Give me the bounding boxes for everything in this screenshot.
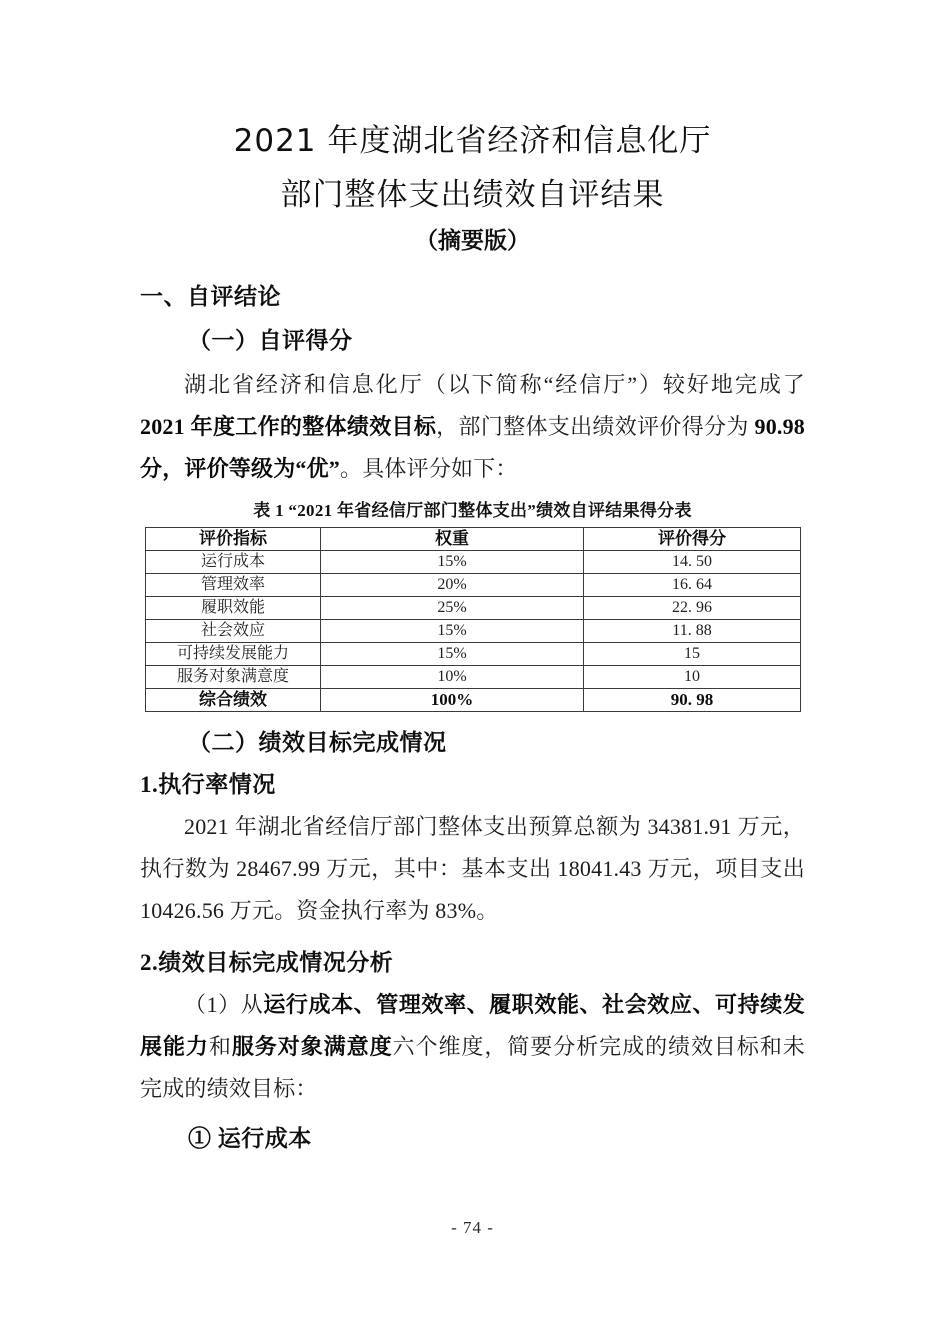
cell-indicator: 管理效率 — [146, 574, 321, 597]
paragraph-execution-rate: 2021 年湖北省经信厅部门整体支出预算总额为 34381.91 万元，执行数为 28467.99 万元，其中：基本支出 18041.43 万元，项目支出 10426.56 万元。资金执行率为 83%。 — [140, 814, 805, 923]
cell-score: 16. 64 — [584, 574, 801, 597]
cell-weight: 15% — [321, 620, 584, 643]
intro-text-bold-goal: 2021 年度工作的整体绩效目标 — [140, 414, 437, 439]
heading-self-evaluation-score: （一）自评得分 — [188, 328, 353, 353]
title-line-2: 部门整体支出绩效自评结果 — [280, 177, 665, 213]
table-row — [146, 551, 801, 574]
paragraph-intro — [140, 364, 805, 490]
table-row — [146, 620, 801, 643]
table-row — [146, 666, 801, 689]
table-row — [146, 574, 801, 597]
cell-score: 11. 88 — [584, 620, 801, 643]
cell-score: 14. 50 — [584, 551, 801, 574]
cell-weight: 15% — [321, 551, 584, 574]
cell-total-weight: 100% — [321, 689, 584, 712]
table-row — [146, 643, 801, 666]
page-subtitle: （摘要版） — [415, 228, 530, 253]
page-number-footer: - 74 - — [451, 1218, 494, 1237]
analysis-dimensions-bold-2: 服务对象满意度 — [231, 1034, 393, 1059]
table-caption: 表 1 “2021 年省经信厅部门整体支出”绩效自评结果得分表 — [253, 501, 692, 520]
cell-weight: 20% — [321, 574, 584, 597]
page-title — [0, 118, 945, 218]
analysis-dimensions-bold-1: 运行成本、管理效率、履职效能、社会效应、可持续发展能力 — [140, 992, 805, 1059]
cell-indicator: 可持续发展能力 — [146, 643, 321, 666]
table-header-indicator: 评价指标 — [146, 528, 321, 551]
intro-text-part-1: 湖北省经济和信息化厅（以下简称“经信厅”）较好地完成了 — [184, 372, 805, 397]
cell-indicator: 履职效能 — [146, 597, 321, 620]
table-header-row — [146, 528, 801, 551]
cell-indicator: 社会效应 — [146, 620, 321, 643]
table-row — [146, 597, 801, 620]
heading-goal-analysis: 2.绩效目标完成情况分析 — [140, 950, 394, 975]
cell-weight: 10% — [321, 666, 584, 689]
cell-weight: 25% — [321, 597, 584, 620]
cell-score: 15 — [584, 643, 801, 666]
table-total-row — [146, 689, 801, 712]
cell-weight: 15% — [321, 643, 584, 666]
title-line-1: 2021 年度湖北省经济和信息化厅 — [233, 123, 712, 159]
intro-text-part-3: 。具体评分如下： — [340, 456, 518, 481]
table-header-weight: 权重 — [321, 528, 584, 551]
analysis-conjunction: 和 — [208, 1034, 232, 1059]
analysis-text-part-1: （1）从 — [184, 992, 264, 1017]
cell-total-score: 90. 98 — [584, 689, 801, 712]
cell-indicator: 服务对象满意度 — [146, 666, 321, 689]
heading-goal-completion: （二）绩效目标完成情况 — [188, 730, 447, 755]
performance-score-table — [145, 527, 801, 712]
heading-execution-rate: 1.执行率情况 — [140, 772, 276, 797]
cell-score: 22. 96 — [584, 597, 801, 620]
list-item-operating-cost: ① 运行成本 — [188, 1126, 312, 1151]
cell-total-indicator: 综合绩效 — [146, 689, 321, 712]
paragraph-analysis — [140, 984, 805, 1110]
intro-text-bold-score: 90.98 分，评价等级为“优” — [140, 414, 805, 481]
heading-self-evaluation-conclusion: 一、自评结论 — [140, 284, 281, 310]
cell-score: 10 — [584, 666, 801, 689]
cell-indicator: 运行成本 — [146, 551, 321, 574]
table-header-score: 评价得分 — [584, 528, 801, 551]
intro-text-part-2: ，部门整体支出绩效评价得分为 — [436, 414, 755, 439]
analysis-text-part-2: 六个维度，简要分析完成的绩效目标和未完成的绩效目标： — [140, 1034, 806, 1101]
